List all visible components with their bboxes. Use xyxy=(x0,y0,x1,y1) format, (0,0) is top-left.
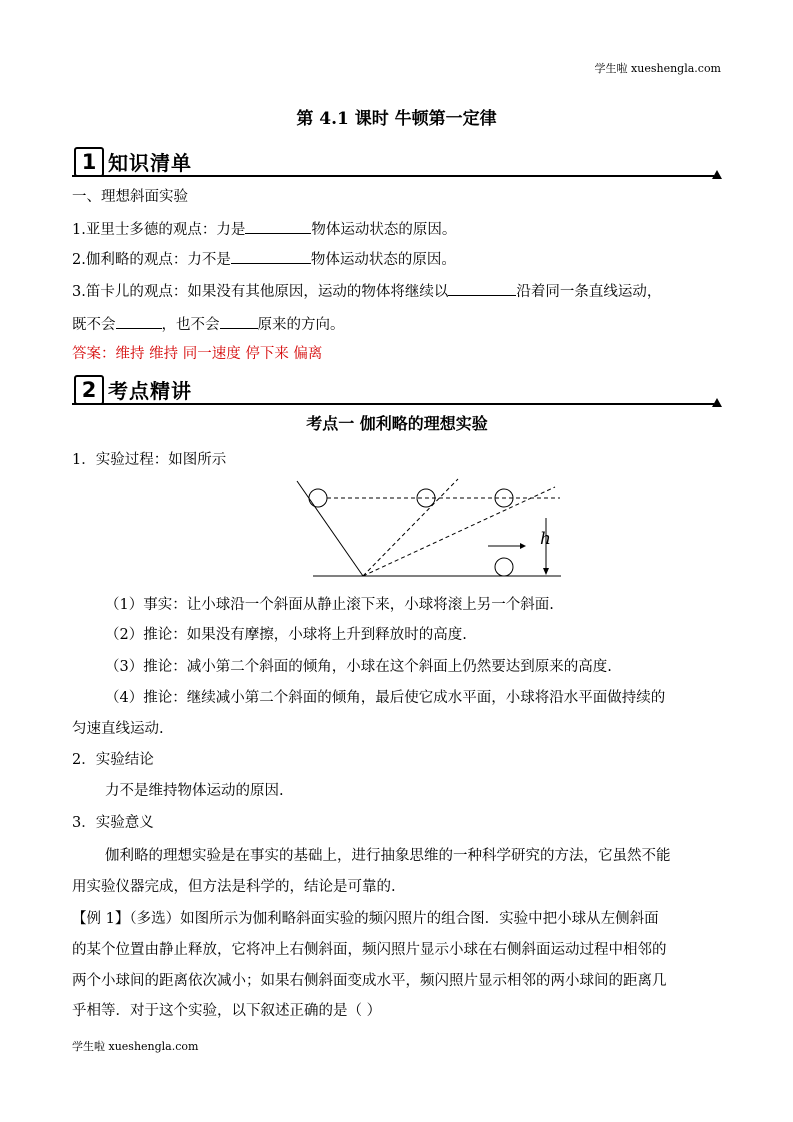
fill-blank[interactable] xyxy=(245,218,311,234)
triangle-icon xyxy=(712,398,722,407)
incline-figure xyxy=(280,474,580,584)
left-incline xyxy=(297,481,363,576)
topic-heading: 考点一 伽利略的理想实验 xyxy=(306,414,488,433)
fill-blank[interactable] xyxy=(448,280,516,296)
item-text: 1.亚里士多德的观点：力是 xyxy=(72,222,246,238)
point-item: 匀速直线运动. xyxy=(72,721,164,737)
item-text: 物体运动状态的原因。 xyxy=(310,252,456,268)
ball xyxy=(309,489,327,507)
section-number: 1 xyxy=(74,147,104,177)
fill-blank[interactable] xyxy=(116,313,162,329)
page-title: 第 4.1 课时 牛顿第一定律 xyxy=(296,109,497,129)
example-text: 的某个位置由静止释放，它将冲上右侧斜面，频闪照片显示小球在右侧斜面运动过程中相邻的 xyxy=(72,942,667,958)
step-heading: 3．实验意义 xyxy=(72,815,154,831)
step-heading: 2．实验结论 xyxy=(72,752,154,768)
arrow-head xyxy=(520,543,526,549)
section-label: 考点精讲 xyxy=(108,379,192,403)
item-text: 物体运动状态的原因。 xyxy=(311,222,457,238)
item-text: 沿着同一条直线运动， xyxy=(516,284,662,300)
section-rule xyxy=(72,403,714,405)
section-label: 知识清单 xyxy=(108,151,192,175)
item-text: 原来的方向。 xyxy=(257,317,345,333)
section-knowledge xyxy=(72,145,722,179)
item-text: 2.伽利略的观点：力不是 xyxy=(72,252,231,268)
fill-blank[interactable] xyxy=(220,313,258,329)
item-text: 3.笛卡儿的观点：如果没有其他原因，运动的物体将继续以 xyxy=(72,284,449,300)
conclusion-text: 力不是维持物体运动的原因. xyxy=(105,783,284,799)
point-item: （3）推论：减小第二个斜面的倾角，小球在这个斜面上仍然要达到原来的高度. xyxy=(105,659,612,675)
point-item: （1）事实：让小球沿一个斜面从静止滚下来，小球将滚上另一个斜面. xyxy=(105,597,554,613)
meaning-text: 伽利略的理想实验是在事实的基础上，进行抽象思维的一种科学研究的方法，它虽然不能 xyxy=(105,848,671,864)
item-text: 既不会 xyxy=(72,317,116,333)
meaning-text: 用实验仪器完成，但方法是科学的，结论是可靠的. xyxy=(72,879,396,895)
height-label: h xyxy=(540,529,551,549)
point-item: （2）推论：如果没有摩擦，小球将上升到释放时的高度. xyxy=(105,627,467,643)
ball xyxy=(495,558,513,576)
footer-site: 学生啦 xueshengla.com xyxy=(72,1040,199,1053)
steep-incline xyxy=(363,479,458,576)
subsection-heading: 一、理想斜面实验 xyxy=(72,189,188,205)
example-text: 两个小球间的距离依次减小；如果右侧斜面变成水平，频闪照片显示相邻的两小球间的距离几 xyxy=(72,973,667,989)
example-text: 【例 1】（多选）如图所示为伽利略斜面实验的频闪照片的组合图．实验中把小球从左侧斜面 xyxy=(72,911,659,927)
section-keypoints xyxy=(72,373,722,407)
triangle-icon xyxy=(712,170,722,179)
list-item xyxy=(72,248,722,270)
example-text: 乎相等．对于这个实验，以下叙述正确的是（ ） xyxy=(72,1003,382,1019)
item-text: ，也不会 xyxy=(161,317,220,333)
list-item xyxy=(72,280,722,302)
point-item: （4）推论：继续减小第二个斜面的倾角，最后使它成水平面，小球将沿水平面做持续的 xyxy=(105,690,666,706)
list-item xyxy=(72,218,722,240)
answer-line: 答案：维持 维持 同一速度 停下来 偏离 xyxy=(72,346,323,362)
arrow-head xyxy=(543,568,549,575)
gentle-incline xyxy=(363,487,555,576)
fill-blank[interactable] xyxy=(231,248,311,264)
step-heading: 1．实验过程：如图所示 xyxy=(72,452,227,468)
list-item xyxy=(72,313,722,335)
section-number: 2 xyxy=(74,375,104,405)
header-site: 学生啦 xueshengla.com xyxy=(594,62,721,75)
section-rule xyxy=(72,175,714,177)
